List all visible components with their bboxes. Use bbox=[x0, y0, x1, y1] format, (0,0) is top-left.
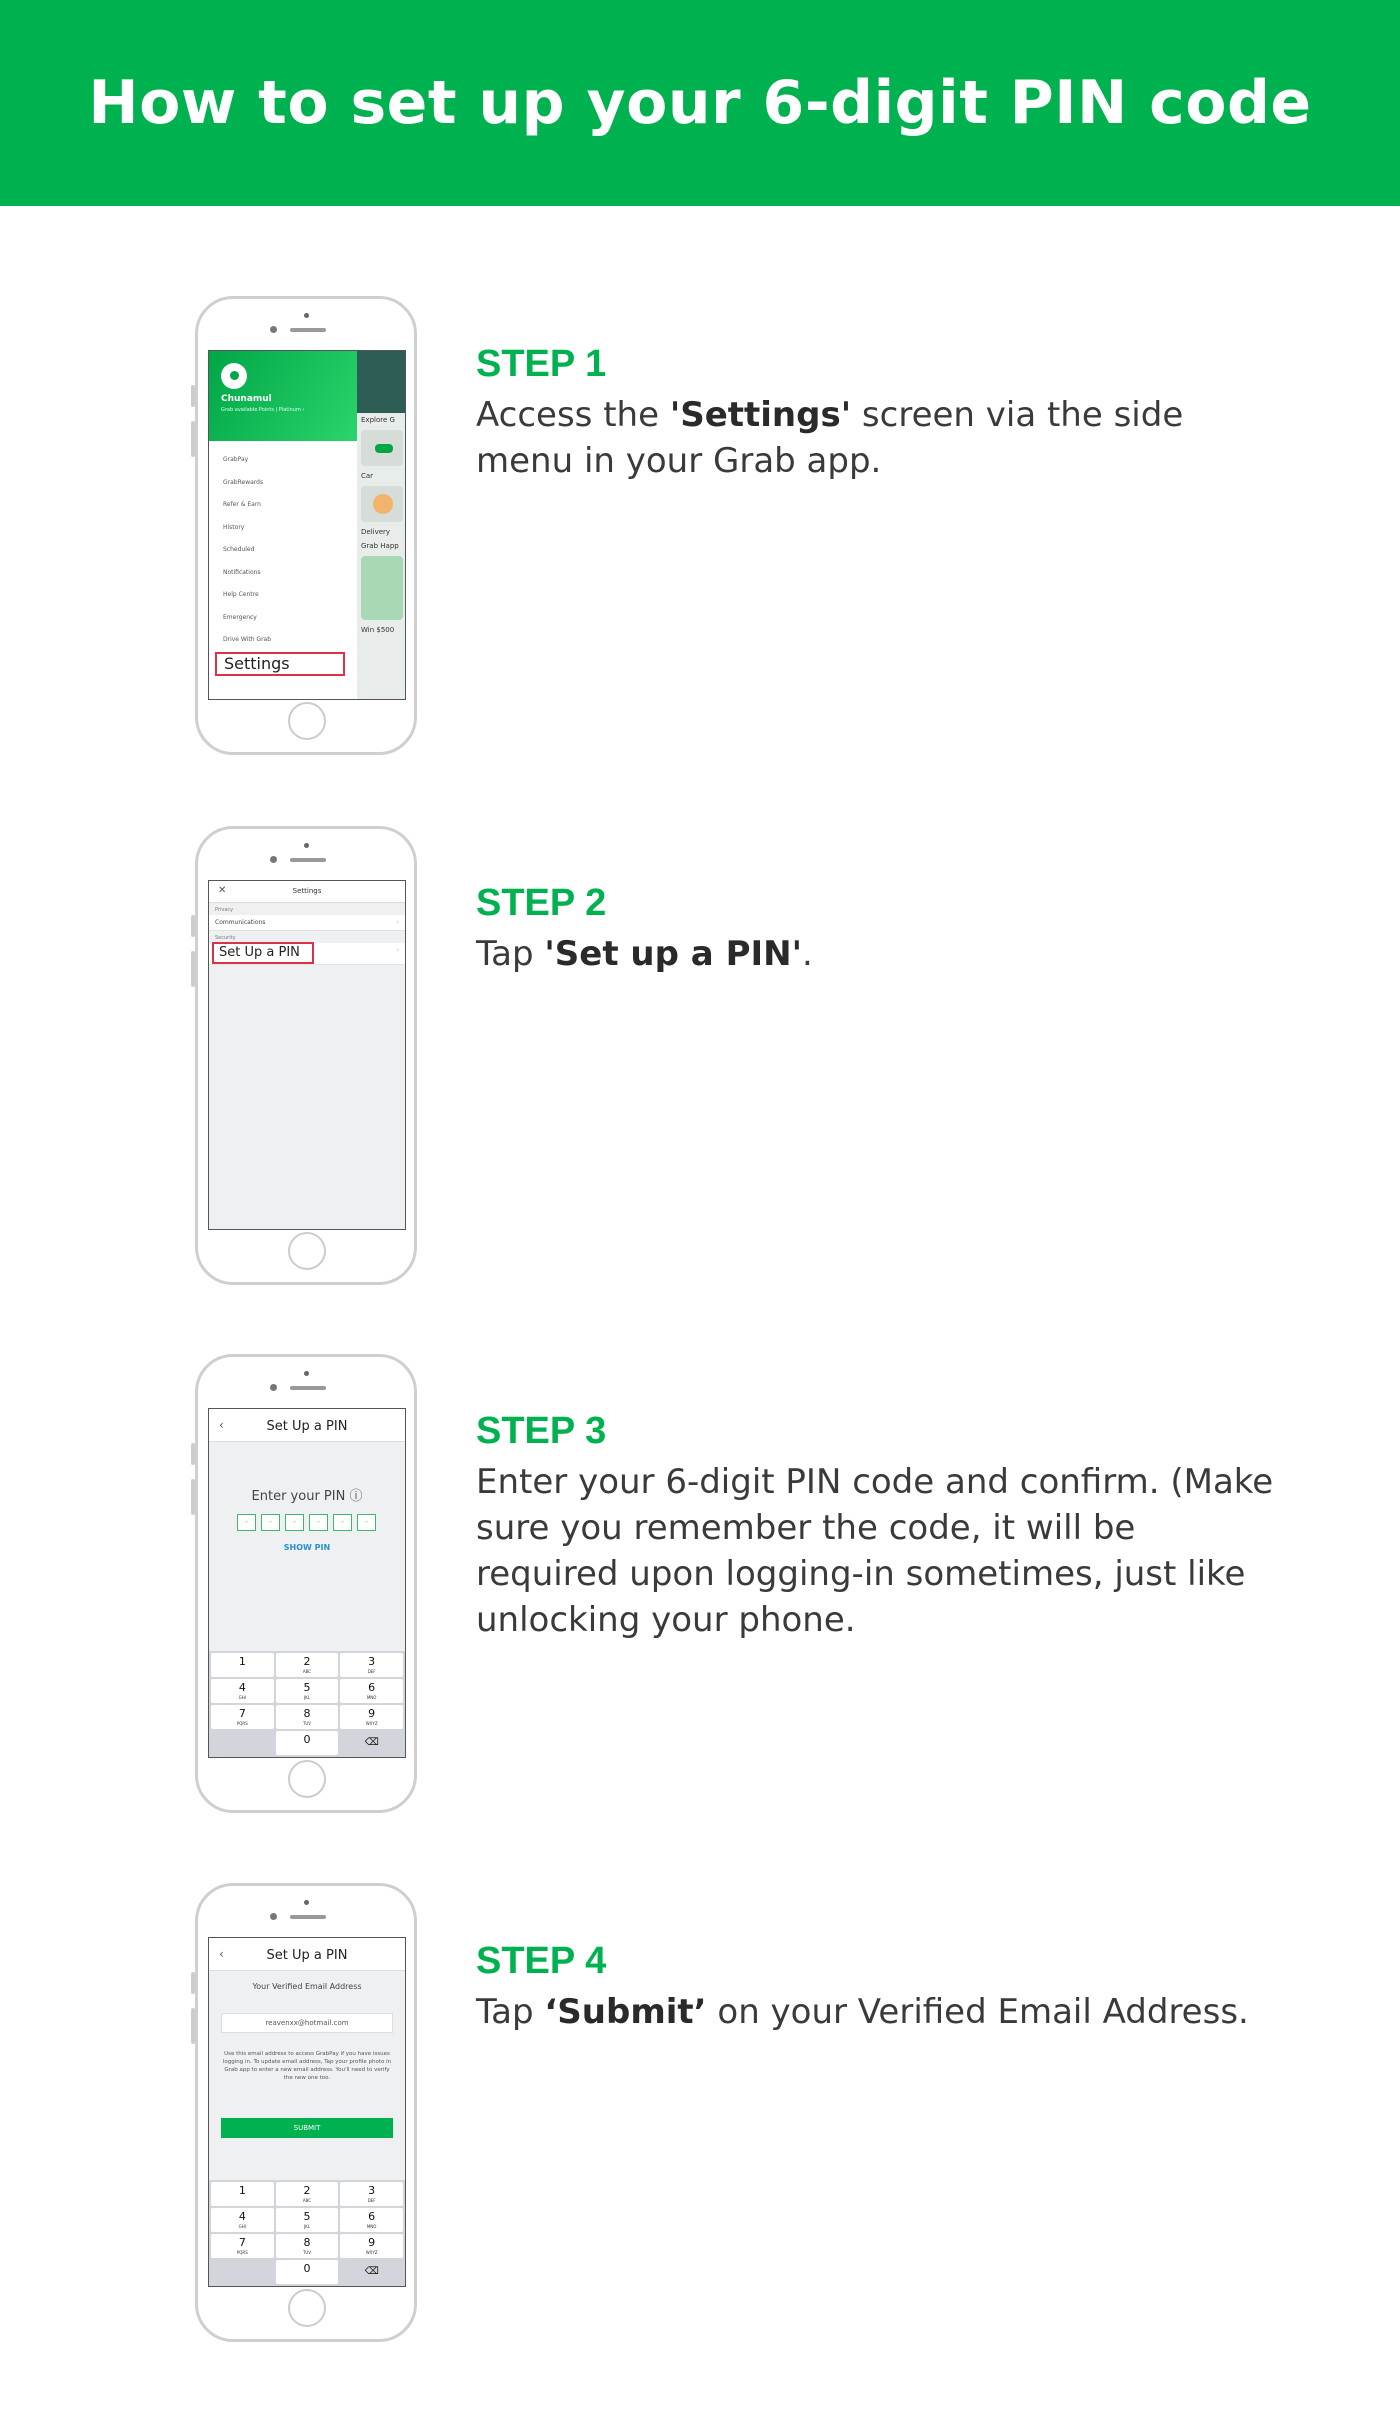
step-2-title: STEP 2 bbox=[476, 882, 607, 924]
explore-label: Explore G bbox=[361, 416, 395, 424]
backspace-icon[interactable]: ⌫ bbox=[364, 1737, 379, 1748]
phone-step-1 bbox=[195, 296, 417, 755]
settings-topbar bbox=[209, 881, 405, 903]
key-8[interactable]: 8 TUV bbox=[276, 2234, 339, 2258]
key-3[interactable]: 3 DEF bbox=[340, 1653, 403, 1677]
key-2[interactable]: 2 ABC bbox=[276, 2182, 339, 2206]
chevron-right-icon: › bbox=[396, 918, 399, 926]
pin-digit-box[interactable]: - bbox=[333, 1514, 352, 1531]
step-1-text bbox=[476, 343, 1276, 484]
side-menu bbox=[209, 351, 357, 699]
avatar[interactable] bbox=[221, 363, 247, 389]
verified-email-label: Your Verified Email Address bbox=[252, 1982, 362, 1991]
home-button bbox=[288, 2289, 326, 2327]
phone-step-2 bbox=[195, 826, 417, 1285]
key-3[interactable]: 3 DEF bbox=[340, 2182, 403, 2206]
step-3-title: STEP 3 bbox=[476, 1410, 607, 1452]
key-1[interactable]: 1 bbox=[211, 1653, 274, 1677]
home-topbar bbox=[357, 351, 406, 413]
profile-header[interactable] bbox=[209, 351, 357, 441]
close-icon[interactable]: ✕ bbox=[218, 885, 227, 896]
key-7[interactable]: 7 PQRS bbox=[211, 2234, 274, 2258]
step-3-text bbox=[476, 1410, 1276, 1643]
key-7[interactable]: 7 PQRS bbox=[211, 1705, 274, 1729]
home-button bbox=[288, 702, 326, 740]
phone-camera bbox=[304, 1371, 309, 1376]
key-2[interactable]: 2 ABC bbox=[276, 1653, 339, 1677]
back-arrow-icon[interactable]: ‹ bbox=[219, 1418, 224, 1432]
key-blank bbox=[211, 2260, 274, 2284]
car-label: Car bbox=[361, 472, 374, 480]
page-title: How to set up your 6-digit PIN code bbox=[88, 68, 1312, 138]
key-6[interactable]: 6 MNO bbox=[340, 2208, 403, 2232]
settings-title: Settings bbox=[292, 887, 322, 895]
phone-speaker bbox=[290, 328, 326, 332]
pin-topbar bbox=[209, 1938, 405, 1971]
screen-side-menu bbox=[208, 350, 406, 700]
numeric-keypad bbox=[209, 1651, 405, 1757]
menu-item-grabrewards[interactable]: GrabRewards bbox=[223, 478, 264, 486]
phone-side-button bbox=[191, 1479, 195, 1515]
phone-step-4 bbox=[195, 1883, 417, 2342]
pin-input[interactable] bbox=[237, 1514, 376, 1531]
menu-item-grabpay[interactable]: GrabPay bbox=[223, 456, 249, 463]
section-privacy: Privacy bbox=[215, 907, 234, 913]
step-1-title: STEP 1 bbox=[476, 343, 607, 385]
screen-verify-email bbox=[208, 1937, 406, 2287]
key-5[interactable]: 5 JKL bbox=[276, 2208, 339, 2232]
car-tile[interactable] bbox=[361, 430, 403, 466]
key-9[interactable]: 9 WXYZ bbox=[340, 1705, 403, 1729]
key-5[interactable]: 5 JKL bbox=[276, 1679, 339, 1703]
phone-side-button bbox=[191, 421, 195, 457]
key-0[interactable]: 0 bbox=[276, 1731, 339, 1755]
phone-speaker bbox=[290, 1386, 326, 1390]
screen-enter-pin bbox=[208, 1408, 406, 1758]
pin-digit-box[interactable]: - bbox=[357, 1514, 376, 1531]
phone-camera bbox=[304, 313, 309, 318]
pin-digit-box[interactable]: - bbox=[261, 1514, 280, 1531]
phone-speaker bbox=[290, 858, 326, 862]
delivery-tile[interactable] bbox=[361, 486, 403, 522]
pin-digit-box[interactable]: - bbox=[237, 1514, 256, 1531]
step-4-title: STEP 4 bbox=[476, 1940, 607, 1982]
pin-digit-box[interactable]: - bbox=[285, 1514, 304, 1531]
show-pin-link[interactable]: SHOW PIN bbox=[283, 1543, 331, 1552]
email-field[interactable]: reavenxx@hotmail.com bbox=[221, 2013, 393, 2033]
phone-sensor bbox=[270, 326, 277, 333]
screen-settings bbox=[208, 880, 406, 1230]
enter-pin-label: Enter your PIN ⓘ bbox=[251, 1489, 363, 1504]
menu-item-history[interactable]: History bbox=[223, 523, 245, 531]
key-4[interactable]: 4 GHI bbox=[211, 1679, 274, 1703]
key-6[interactable]: 6 MNO bbox=[340, 1679, 403, 1703]
step-1-desc: Access the 'Settings' screen via the side menu in your Grab app. bbox=[476, 395, 1184, 481]
key-4[interactable]: 4 GHI bbox=[211, 2208, 274, 2232]
pin-screen-title: Set Up a PIN bbox=[266, 1419, 348, 1434]
phone-side-button bbox=[191, 385, 195, 407]
chevron-right-icon: › bbox=[396, 946, 399, 954]
pin-topbar bbox=[209, 1409, 405, 1442]
phone-sensor bbox=[270, 856, 277, 863]
phone-side-button bbox=[191, 1972, 195, 1994]
menu-item-drive[interactable]: Drive With Grab bbox=[223, 636, 272, 643]
home-button bbox=[288, 1232, 326, 1270]
phone-side-button bbox=[191, 2008, 195, 2044]
menu-item-notifications[interactable]: Notifications bbox=[223, 568, 261, 576]
step-4-text bbox=[476, 1940, 1276, 2035]
menu-item-help[interactable]: Help Centre bbox=[223, 591, 259, 598]
pin-digit-box[interactable]: - bbox=[309, 1514, 328, 1531]
key-0[interactable]: 0 bbox=[276, 2260, 339, 2284]
step-3-desc: Enter your 6-digit PIN code and confirm. (Make sure you remember the code, it will be required upon logging-in sometimes, just like unlocking your phone. bbox=[476, 1462, 1274, 1640]
key-1[interactable]: 1 bbox=[211, 2182, 274, 2206]
phone-camera bbox=[304, 843, 309, 848]
back-arrow-icon[interactable]: ‹ bbox=[219, 1947, 224, 1961]
pin-screen-title: Set Up a PIN bbox=[266, 1948, 348, 1963]
step-2-text bbox=[476, 882, 1276, 977]
menu-item-refer[interactable]: Refer & Earn bbox=[223, 501, 261, 508]
header-banner bbox=[0, 0, 1400, 206]
row-communications[interactable]: Communications › bbox=[209, 915, 405, 931]
phone-side-button bbox=[191, 951, 195, 987]
phone-side-button bbox=[191, 915, 195, 937]
submit-button[interactable]: SUBMIT bbox=[221, 2118, 393, 2138]
step-2-desc: Tap 'Set up a PIN'. bbox=[476, 934, 813, 974]
phone-sensor bbox=[270, 1384, 277, 1391]
delivery-label: Delivery bbox=[361, 528, 391, 536]
user-name: Chunamul bbox=[221, 394, 272, 404]
section-security: Security bbox=[215, 935, 236, 941]
menu-item-emergency[interactable]: Emergency bbox=[223, 613, 257, 621]
backspace-icon[interactable]: ⌫ bbox=[364, 2266, 379, 2277]
step-4-desc: Tap ‘Submit’ on your Verified Email Address. bbox=[476, 1992, 1249, 2032]
grab-happ-label: Grab Happ bbox=[361, 542, 399, 550]
home-button bbox=[288, 1760, 326, 1798]
promo-label: Win $500 bbox=[361, 626, 395, 634]
key-8[interactable]: 8 TUV bbox=[276, 1705, 339, 1729]
menu-list bbox=[209, 441, 357, 660]
phone-camera bbox=[304, 1900, 309, 1905]
key-9[interactable]: 9 WXYZ bbox=[340, 2234, 403, 2258]
menu-item-settings[interactable]: Settings bbox=[215, 652, 345, 676]
phone-sensor bbox=[270, 1913, 277, 1920]
home-preview bbox=[357, 351, 406, 699]
promo-tile[interactable] bbox=[361, 556, 403, 620]
numeric-keypad bbox=[209, 2180, 405, 2286]
phone-side-button bbox=[191, 1443, 195, 1465]
phone-speaker bbox=[290, 1915, 326, 1919]
key-blank bbox=[211, 1731, 274, 1755]
phone-step-3 bbox=[195, 1354, 417, 1813]
menu-item-scheduled[interactable]: Scheduled bbox=[223, 546, 255, 553]
set-up-pin-row[interactable]: Set Up a PIN bbox=[212, 942, 314, 964]
user-points: Grab available Points | Platinum › bbox=[221, 407, 305, 413]
email-note: Use this email address to access GrabPay if you have issues logging in. To update email address, Tap your profile photo in Grab app to enter a new email address. You'll need to verify the new one too. bbox=[222, 2051, 392, 2081]
